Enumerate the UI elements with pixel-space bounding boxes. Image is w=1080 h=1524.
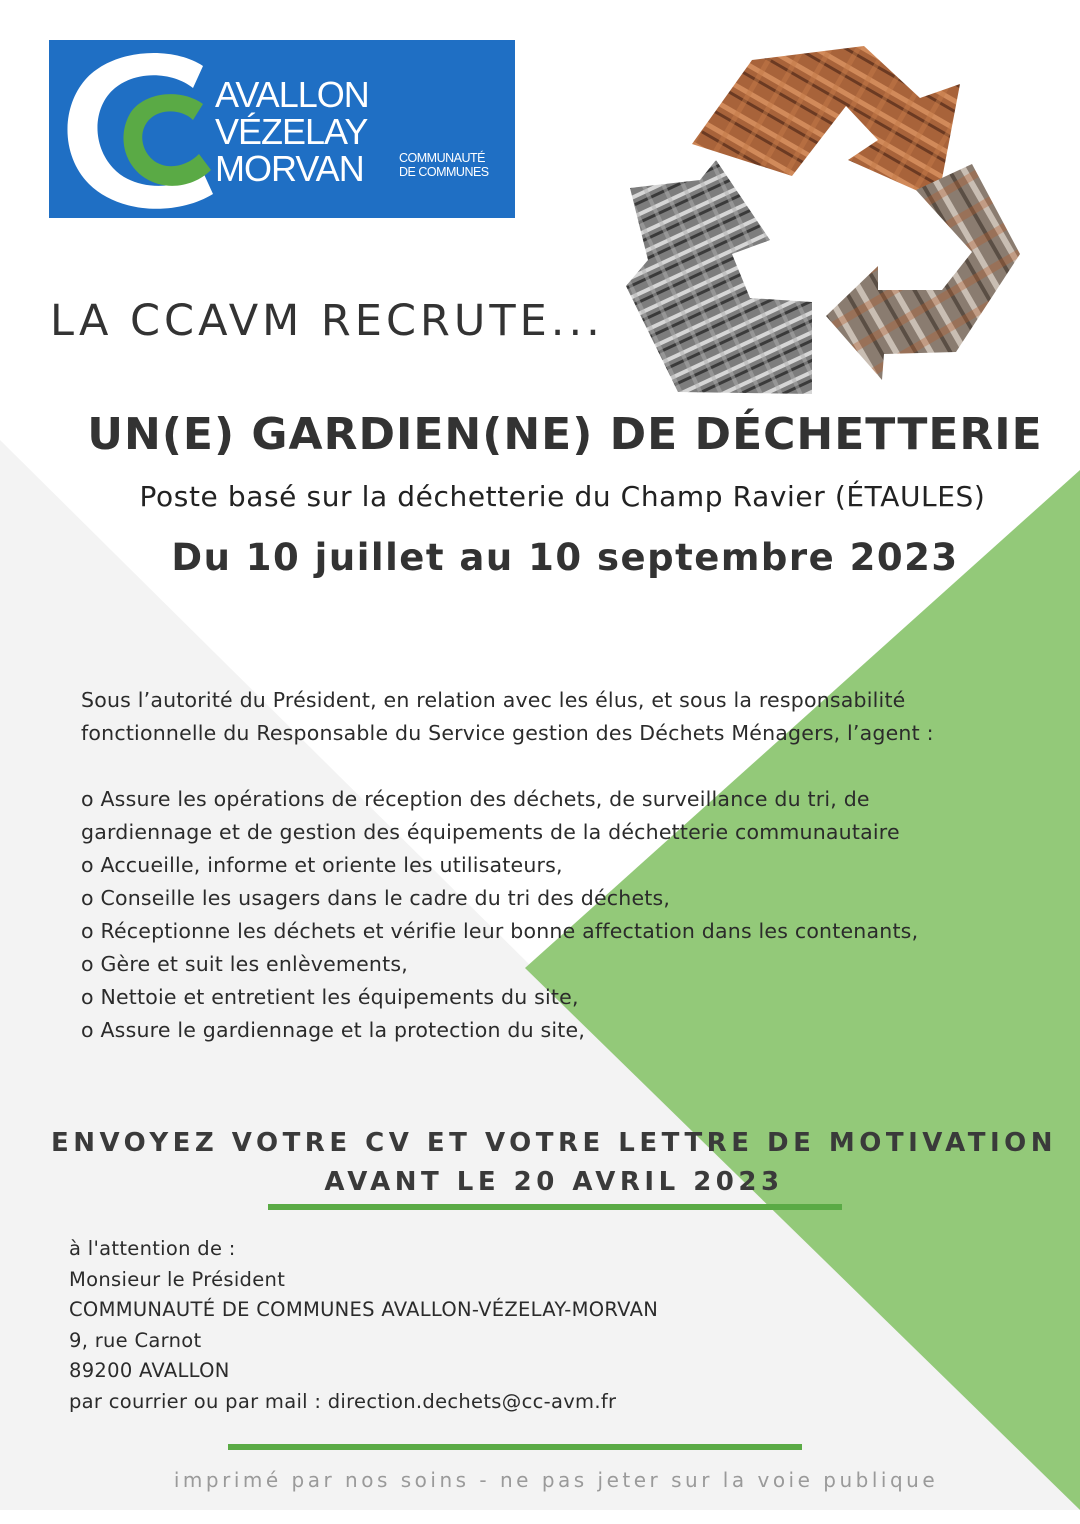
address-line-3: COMMUNAUTÉ DE COMMUNES AVALLON-VÉZELAY-MORVAN (69, 1298, 659, 1321)
address-line-1: à l'attention de : (69, 1237, 236, 1260)
logo-wordmark (215, 76, 369, 187)
cta-line-2: AVANT LE 20 AVRIL 2023 (324, 1167, 784, 1197)
recycle-arrow-right (826, 164, 1020, 380)
job-location: Poste basé sur la déchetterie du Champ Ravier (ÉTAULES) (139, 480, 986, 513)
footer-notice: imprimé par nos soins - ne pas jeter sur la voie publique (173, 1468, 939, 1492)
ccavm-logo (49, 40, 515, 218)
recycle-arrow-top (692, 46, 960, 200)
divider-top (268, 1204, 842, 1210)
duty-item: o Gère et suit les enlèvements, (81, 952, 408, 976)
duty-item: o Assure le gardiennage et la protection du site, (81, 1018, 586, 1042)
duty-item: o Nettoie et entretient les équipements du site, (81, 985, 579, 1009)
duty-item: o Assure les opérations de réception des déchets, de surveillance du tri, de (81, 787, 870, 811)
recruiting-heading: LA CCAVM RECRUTE... (50, 296, 604, 346)
duty-item: o Accueille, informe et oriente les utilisateurs, (81, 853, 563, 877)
address-line-2: Monsieur le Président (69, 1267, 286, 1291)
logo-line-3: MORVAN (215, 148, 364, 189)
address-line-4: 9, rue Carnot (69, 1328, 202, 1352)
logo-line-1: AVALLON (215, 74, 369, 115)
duties-list (81, 783, 1071, 1047)
duty-item: o Conseille les usagers dans le cadre du tri des déchets, (81, 886, 671, 910)
divider-bottom (228, 1444, 802, 1450)
mailing-address (69, 1234, 658, 1417)
intro-line-2: fonctionnelle du Responsable du Service gestion des Déchets Ménagers, l’agent : (81, 721, 934, 745)
duty-item: o Réceptionne les déchets et vérifie leur bonne affectation dans les contenants, (81, 919, 919, 943)
intro-line-1: Sous l’autorité du Président, en relation avec les élus, et sous la responsabilité (81, 688, 906, 712)
logo-subtitle (399, 151, 489, 179)
logo-sub-1: COMMUNAUTÉ (399, 151, 485, 165)
recycle-arrow-left (626, 160, 812, 394)
duty-item: gardiennage et de gestion des équipements de la déchetterie communautaire (81, 820, 900, 844)
application-cta (0, 1124, 1080, 1202)
address-line-6: par courrier ou par mail : direction.dechets@cc-avm.fr (69, 1389, 617, 1413)
logo-sub-2: DE COMMUNES (399, 165, 489, 179)
job-dates: Du 10 juillet au 10 septembre 2023 (171, 536, 959, 579)
job-title: UN(E) GARDIEN(NE) DE DÉCHETTERIE (87, 409, 1043, 460)
logo-line-2: VÉZELAY (215, 111, 368, 152)
recycle-icon (620, 40, 1040, 420)
address-line-5: 89200 AVALLON (69, 1359, 230, 1382)
cta-line-1: ENVOYEZ VOTRE CV ET VOTRE LETTRE DE MOTIVATION (50, 1128, 1058, 1158)
job-description (81, 684, 1071, 1047)
